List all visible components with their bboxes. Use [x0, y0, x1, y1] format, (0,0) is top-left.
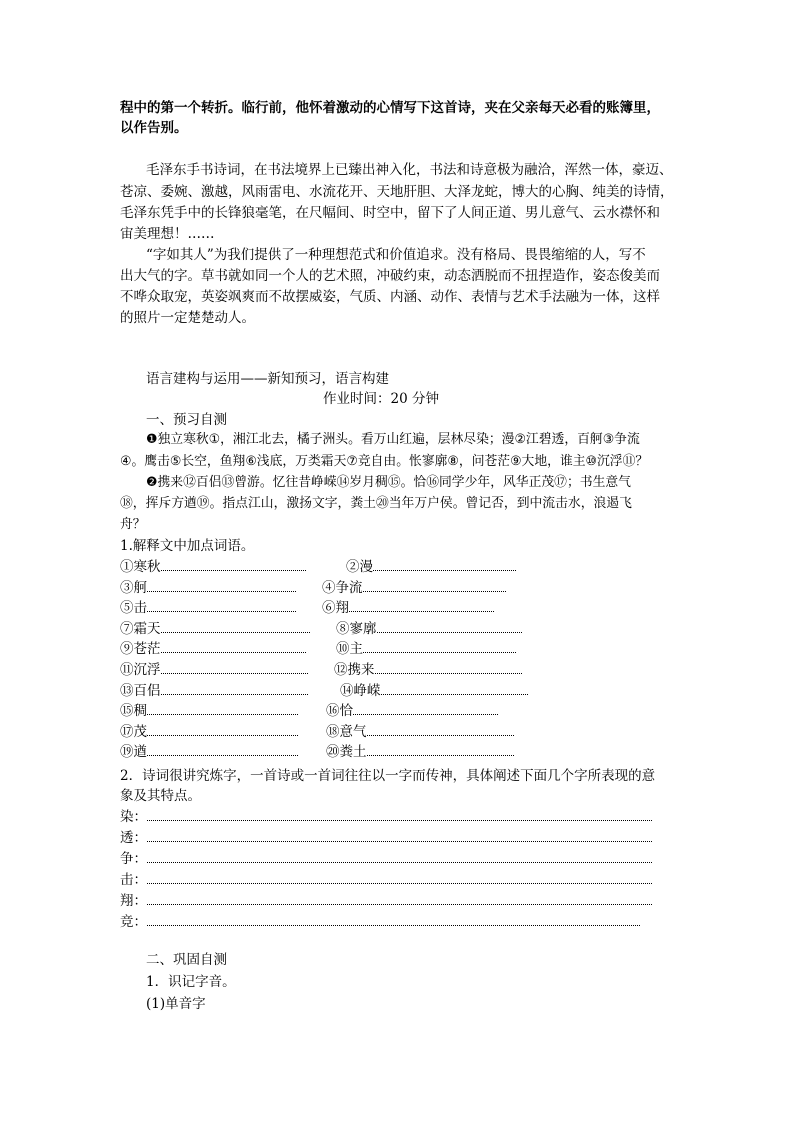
q1-left-item — [120, 639, 306, 659]
para1-line-3: 毛泽东凭手中的长锋狼毫笔，在尺幅间、时空中，留下了人间正道、男儿意气、云水襟怀和 — [120, 205, 660, 221]
q2-answer-row — [120, 849, 652, 869]
answer-blank[interactable] — [373, 557, 516, 571]
answer-blank[interactable] — [147, 722, 298, 736]
q1-left-label: ③舸 — [120, 579, 147, 596]
answer-blank[interactable] — [367, 722, 515, 736]
q1-right-item — [334, 660, 522, 680]
q1-left-item — [120, 619, 310, 639]
answer-blank[interactable] — [161, 619, 311, 633]
answer-blank[interactable] — [161, 557, 307, 571]
poem-line-1: ❶独立寒秋①，湘江北去，橘子洲头。看万山红遍，层林尽染；漫②江碧透，百舸③争流 — [146, 432, 640, 447]
q2-answer-row — [120, 807, 652, 827]
q2-char-label: 翔： — [120, 893, 147, 909]
q1-left-label: ⑤击 — [120, 600, 147, 617]
q1-left-item — [120, 742, 298, 762]
q1-right-label: ⑫携来 — [334, 662, 375, 678]
q1-left-label: ⑪沉浮 — [120, 662, 161, 678]
answer-blank[interactable] — [363, 578, 507, 592]
q1-right-label: ⑧寥廓 — [336, 620, 377, 637]
q2-line-1: 2．诗词很讲究炼字，一首诗或一首词往往以一字而传神，具体阐述下面几个字所表现的意 — [120, 768, 656, 784]
q1-left-label: ⑨苍茫 — [120, 641, 161, 658]
q1-left-item — [120, 598, 296, 618]
para2-line-2: 出大气的字。草书就如同一个人的艺术照，冲破约束，动态洒脱而不扭捏造作，姿态俊美而 — [120, 268, 660, 284]
q1-right-item — [340, 681, 528, 701]
answer-blank[interactable] — [147, 598, 296, 612]
q1-right-item — [322, 598, 494, 618]
poem-line-4: ⑱，挥斥方遒⑲。指点江山，激扬文字，粪土⑳当年万户侯。曾记否，到中流击水，浪遏飞 — [120, 496, 632, 511]
q1-right-label: ⑭峥嵘 — [340, 682, 381, 699]
q2-char-label: 竞： — [120, 914, 147, 930]
para1-line-4: 宙美理想！…… — [120, 226, 215, 242]
q1-left-item — [120, 701, 298, 721]
section-heading: 语言建构与运用——新知预习，语言构建 — [146, 371, 389, 387]
answer-blank[interactable] — [147, 828, 652, 842]
answer-blank[interactable] — [147, 578, 296, 592]
q1-right-item — [346, 557, 516, 577]
intro-line-1: 程中的第一个转折。临行前，他怀着激动的心情写下这首诗，夹在父亲每天必看的账簿里， — [120, 100, 660, 116]
para1-line-1: 毛泽东手书诗词，在书法境界上已臻出神入化，书法和诗意极为融洽，浑然一体，豪迈、 — [146, 162, 673, 178]
q2-answer-row — [120, 891, 652, 911]
q1-left-label: ⑰茂 — [120, 723, 147, 740]
q1-right-item — [326, 701, 498, 721]
answer-blank[interactable] — [147, 891, 652, 905]
q1-right-label: ②漫 — [346, 559, 373, 575]
homework-time: 作业时间：20 分钟 — [323, 391, 439, 407]
q1-left-label: ⑦霜天 — [120, 620, 161, 637]
q2-answer-row — [120, 912, 640, 932]
answer-blank[interactable] — [367, 742, 515, 756]
answer-blank[interactable] — [147, 849, 652, 863]
answer-blank[interactable] — [161, 660, 309, 674]
q2-char-label: 透： — [120, 830, 147, 846]
q1-left-item — [120, 681, 308, 701]
answer-blank[interactable] — [375, 660, 523, 674]
q1-left-item — [120, 578, 296, 598]
s2-q1: 1．识记字音。 — [146, 974, 236, 990]
q2-answer-row — [120, 828, 652, 848]
poem-line-3: ❷携来⑫百侣⑬曾游。忆往昔峥嵘⑭岁月稠⑮。恰⑯同学少年，风华正茂⑰；书生意气 — [146, 475, 631, 490]
para2-line-3: 不哗众取宠，英姿飒爽而不故摆威姿，气质、内涵、动作、表情与艺术手法融为一体，这样 — [120, 289, 660, 305]
answer-blank[interactable] — [147, 742, 298, 756]
q1-right-item — [336, 639, 516, 659]
q1-right-label: ⑩主 — [336, 641, 363, 658]
q1-right-label: ⑥翔 — [322, 600, 349, 617]
q1-left-label: ⑮稠 — [120, 703, 147, 720]
q2-char-label: 染： — [120, 809, 147, 825]
para1-line-2: 苍凉、委婉、激越，风雨雷电、水流花开、天地肝胆、大泽龙蛇，博大的心胸、纯美的诗情， — [120, 184, 674, 200]
intro-line-2: 以作告别。 — [120, 120, 188, 136]
q2-answer-row — [120, 870, 652, 890]
answer-blank[interactable] — [377, 619, 523, 633]
q2-char-label: 击： — [120, 872, 147, 888]
para2-line-1: “字如其人”为我们提供了一种理想范式和价值追求。没有格局、畏畏缩缩的人，写不 — [146, 247, 646, 263]
answer-blank[interactable] — [147, 870, 652, 884]
s2-sub: (1)单音字 — [146, 996, 206, 1012]
poem-line-5: 舟？ — [120, 517, 146, 532]
q1-left-item — [120, 722, 298, 742]
q1-left-label: ⑬百侣 — [120, 682, 161, 699]
q1-right-item — [322, 578, 506, 598]
answer-blank[interactable] — [147, 807, 652, 821]
q1-left-item — [120, 660, 308, 680]
answer-blank[interactable] — [147, 912, 640, 926]
q1-right-label: ⑯恰 — [326, 703, 353, 720]
q1-title: 1.解释文中加点词语。 — [120, 538, 255, 554]
q1-right-label: ⑳粪土 — [326, 744, 367, 761]
answer-blank[interactable] — [381, 681, 529, 695]
q2-line-2: 象及其特点。 — [120, 788, 201, 804]
q1-right-label: ⑱意气 — [326, 723, 367, 740]
answer-blank[interactable] — [349, 598, 494, 612]
para2-line-4: 的照片一定楚楚动人。 — [120, 310, 255, 326]
q1-right-item — [326, 722, 514, 742]
q1-right-label: ④争流 — [322, 579, 363, 596]
q1-left-item — [120, 557, 306, 577]
poem-line-2: ④。鹰击⑤长空，鱼翔⑥浅底，万类霜天⑦竞自由。怅寥廓⑧，问苍茫⑨大地，谁主⑩沉浮⑪？ — [120, 454, 649, 469]
answer-blank[interactable] — [363, 639, 516, 653]
q2-char-label: 争： — [120, 851, 147, 867]
q1-right-item — [336, 619, 522, 639]
preview-heading: 一、预习自测 — [146, 412, 227, 428]
q1-left-label: ⑲遒 — [120, 744, 147, 761]
q1-right-item — [326, 742, 514, 762]
answer-blank[interactable] — [161, 639, 307, 653]
answer-blank[interactable] — [147, 701, 298, 715]
section2-heading: 二、巩固自测 — [146, 952, 227, 968]
answer-blank[interactable] — [161, 681, 309, 695]
q1-left-label: ①寒秋 — [120, 559, 161, 575]
answer-blank[interactable] — [353, 701, 498, 715]
